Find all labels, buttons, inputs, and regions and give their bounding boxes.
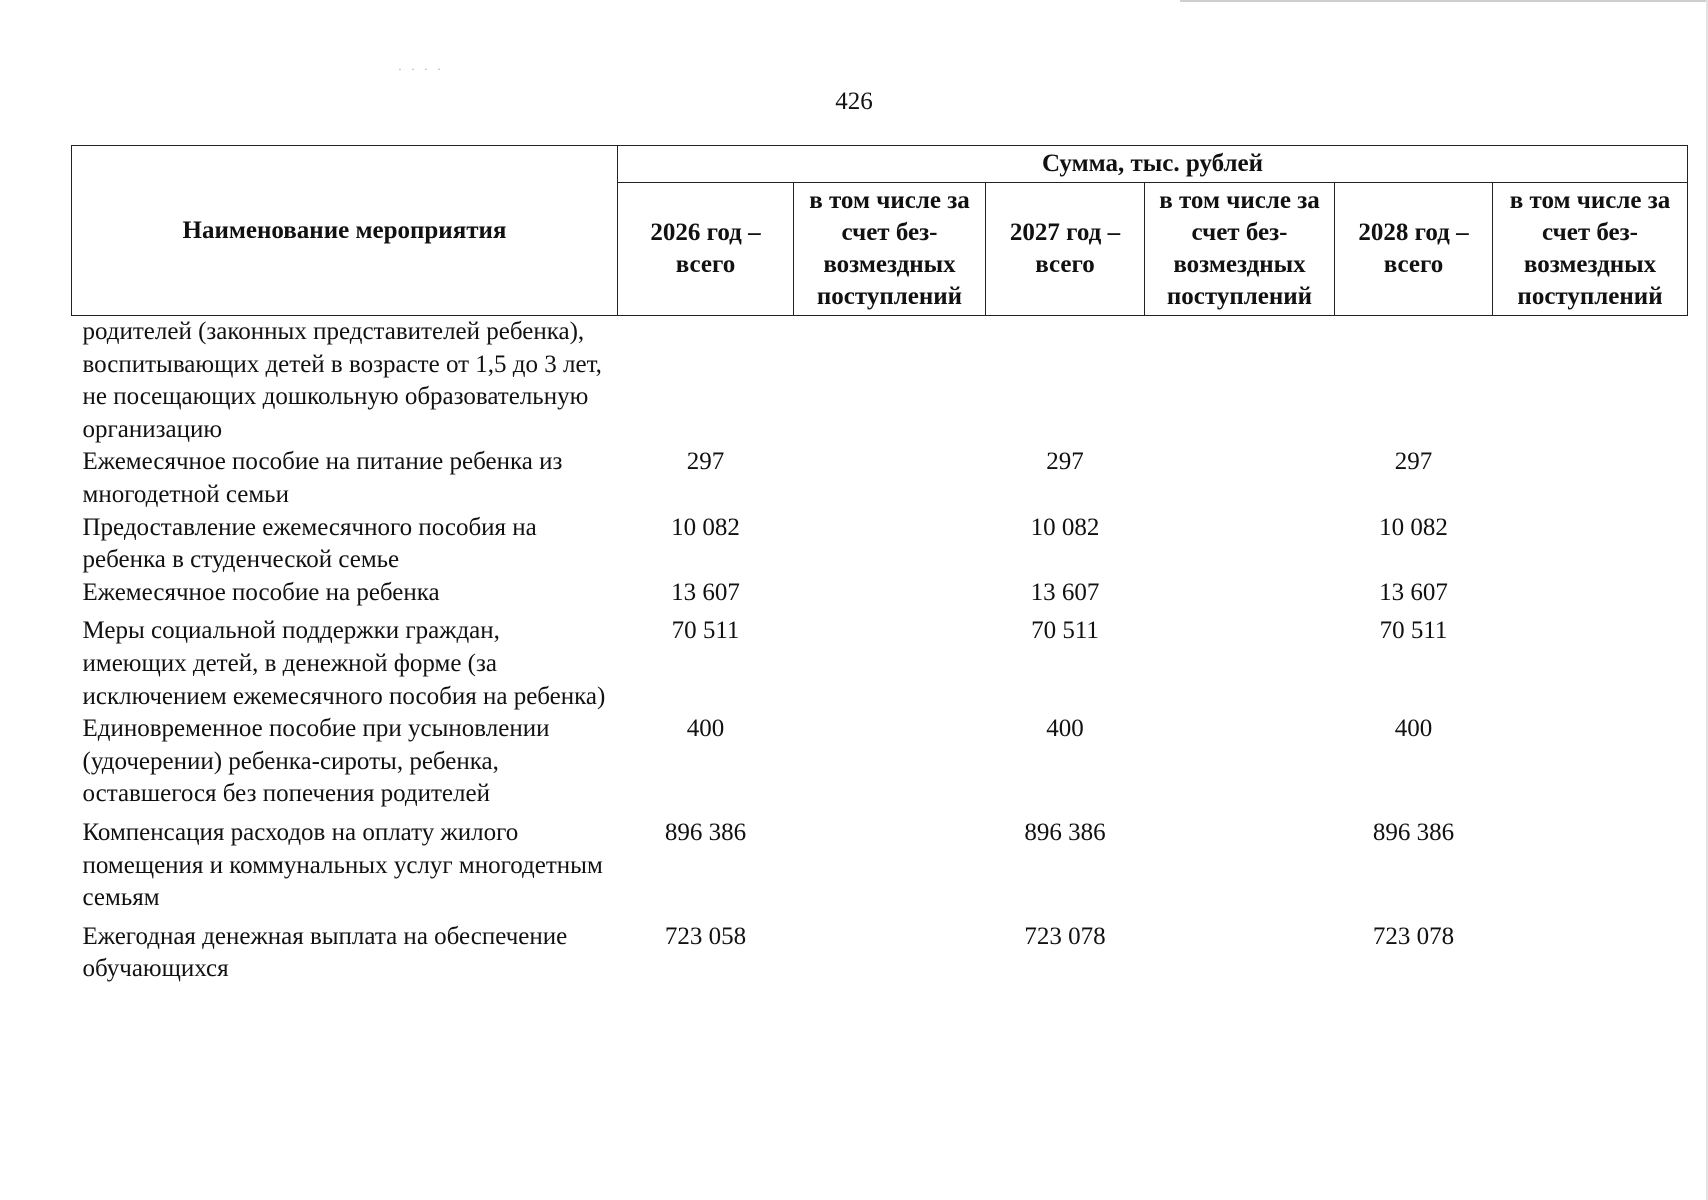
header-sum-group: Сумма, тыс. рублей bbox=[618, 146, 1688, 183]
row-2027-total: 896 386 bbox=[1024, 818, 1106, 846]
row-2026-grants bbox=[794, 512, 986, 577]
row-2028-grants bbox=[1493, 915, 1688, 986]
row-2026-grants bbox=[794, 811, 986, 915]
page-number: 426 bbox=[835, 88, 873, 115]
table-header bbox=[72, 146, 1688, 316]
row-2028-grants bbox=[1493, 713, 1688, 811]
table-row bbox=[72, 609, 1688, 713]
row-2027-total: 10 082 bbox=[1030, 513, 1100, 541]
row-2028-total: 10 082 bbox=[1379, 513, 1448, 541]
row-2027-total: 400 bbox=[1046, 715, 1084, 743]
table-row bbox=[72, 446, 1688, 511]
row-name: Предоставление ежемесячного пособия на ребенка в студенческой семье bbox=[82, 513, 537, 574]
row-2028-grants bbox=[1493, 512, 1688, 577]
table-row bbox=[72, 316, 1688, 447]
row-2027-grants bbox=[1145, 316, 1335, 447]
row-name: Ежемесячное пособие на ребенка bbox=[82, 578, 440, 606]
row-2027-total: 723 078 bbox=[1024, 922, 1106, 950]
header-name-column: Наименование мероприятия bbox=[72, 146, 618, 316]
row-2026-grants bbox=[794, 609, 986, 713]
header-2028-total: 2028 год – всего bbox=[1335, 183, 1493, 316]
table-row bbox=[72, 713, 1688, 811]
row-2028-grants bbox=[1493, 811, 1688, 915]
row-2028-grants bbox=[1493, 316, 1688, 447]
row-2026-total: 723 058 bbox=[664, 922, 747, 950]
row-2027-total: 13 607 bbox=[1030, 578, 1100, 606]
budget-table bbox=[71, 145, 1688, 986]
row-2028-total bbox=[1335, 316, 1493, 447]
row-2028-total: 400 bbox=[1394, 715, 1433, 743]
row-2026-total: 13 607 bbox=[671, 578, 740, 606]
row-2027-total: 297 bbox=[1046, 448, 1084, 476]
row-2026-grants bbox=[794, 446, 986, 511]
row-2028-total: 896 386 bbox=[1372, 818, 1455, 846]
table-row bbox=[72, 512, 1688, 577]
row-2028-grants bbox=[1493, 609, 1688, 713]
row-2026-total: 70 511 bbox=[671, 617, 740, 645]
row-2028-grants bbox=[1493, 446, 1688, 511]
row-2026-total: 297 bbox=[686, 448, 725, 476]
row-2028-total: 297 bbox=[1394, 448, 1433, 476]
header-2026-total: 2026 год – всего bbox=[618, 183, 794, 316]
row-2027-grants bbox=[1145, 512, 1335, 577]
row-2026-grants bbox=[794, 713, 986, 811]
row-2026-total bbox=[618, 316, 794, 447]
row-name: Единовременное пособие при усыновлении (удочерении) ребенка-сироты, ребенка, оставшегося без попечения родителей bbox=[82, 715, 550, 808]
scan-specks: · · · · bbox=[398, 62, 444, 76]
row-2027-grants bbox=[1145, 915, 1335, 986]
header-2027-grants: в том числе за счет без-возмездных поступлений bbox=[1145, 183, 1335, 316]
row-name: родителей (законных представителей ребенка), воспитывающих детей в возрасте от 1,5 до 3 лет, не посещающих дошкольную образовательную организацию bbox=[82, 318, 602, 443]
row-2027-grants bbox=[1145, 609, 1335, 713]
row-name: Ежемесячное пособие на питание ребенка из многодетной семьи bbox=[82, 448, 563, 508]
row-2028-total: 13 607 bbox=[1379, 578, 1448, 606]
row-2027-grants bbox=[1145, 713, 1335, 811]
row-2027-grants bbox=[1145, 446, 1335, 511]
header-row-top bbox=[72, 146, 1688, 183]
row-2027-grants bbox=[1145, 577, 1335, 610]
row-2026-grants bbox=[794, 577, 986, 610]
header-2027-total: 2027 год – всего bbox=[986, 183, 1145, 316]
row-name: Меры социальной поддержки граждан, имеющих детей, в денежной форме (за исключением ежемесячного пособия на ребенка) bbox=[82, 617, 606, 710]
row-2026-total: 400 bbox=[686, 715, 725, 743]
row-2026-total: 896 386 bbox=[664, 818, 747, 846]
header-2028-grants: в том числе за счет без-возмездных поступлений bbox=[1493, 183, 1688, 316]
table-row bbox=[72, 577, 1688, 610]
scan-edge-top bbox=[1180, 0, 1708, 2]
row-2027-total: 70 511 bbox=[1031, 617, 1099, 645]
row-2026-grants bbox=[794, 915, 986, 986]
row-2026-total: 10 082 bbox=[671, 513, 740, 541]
row-name: Компенсация расходов на оплату жилого помещения и коммунальных услуг многодетным семьям bbox=[82, 818, 603, 912]
header-2026-grants: в том числе за счет без-возмездных поступлений bbox=[794, 183, 986, 316]
row-2027-total bbox=[986, 316, 1145, 447]
row-2026-grants bbox=[794, 316, 986, 447]
table-body bbox=[72, 316, 1688, 986]
row-name: Ежегодная денежная выплата на обеспечение обучающихся bbox=[82, 922, 568, 983]
row-2028-total: 70 511 bbox=[1379, 617, 1448, 645]
row-2027-grants bbox=[1145, 811, 1335, 915]
row-2028-grants bbox=[1493, 577, 1688, 610]
row-2028-total: 723 078 bbox=[1372, 922, 1455, 950]
table-row bbox=[72, 915, 1688, 986]
table-row bbox=[72, 811, 1688, 915]
